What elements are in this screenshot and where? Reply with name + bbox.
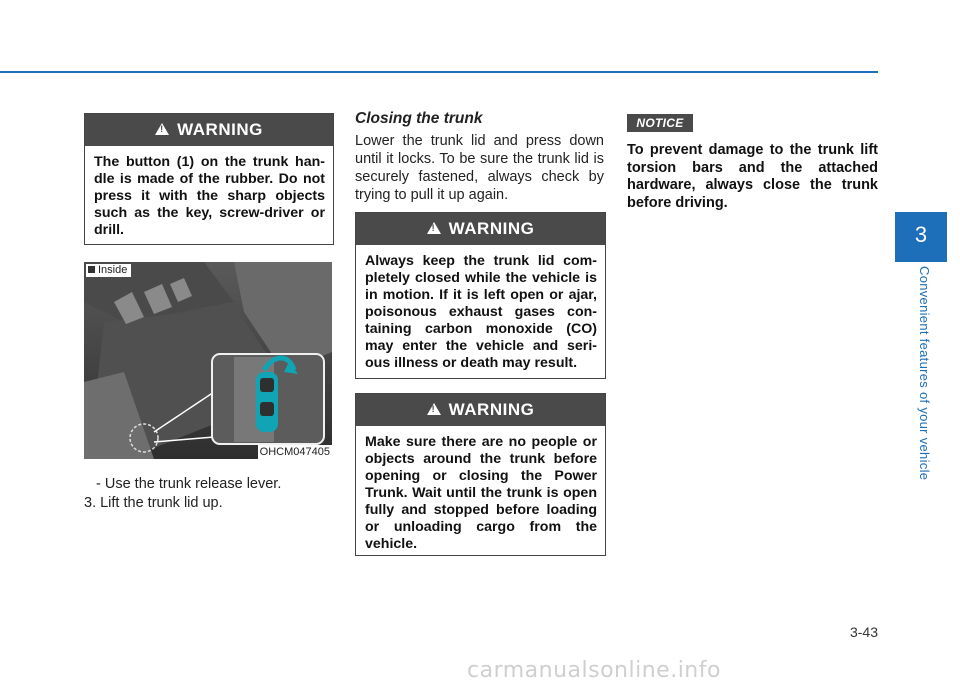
warning-header	[85, 114, 333, 146]
closing-paragraph: Lower the trunk lid and press down until it locks. To be sure the trunk lid is securely fastened, always check by trying to pull it up again.	[355, 133, 604, 203]
warning-box-trunk-closed	[355, 212, 606, 379]
warning-triangle-icon	[155, 123, 169, 135]
chapter-title: Convenient features of your vehicle	[917, 266, 932, 481]
warning-title: WARNING	[448, 400, 535, 419]
warning-title: WARNING	[177, 120, 263, 139]
warning-box-power-trunk	[355, 393, 606, 556]
warning-header	[356, 394, 605, 426]
warning-triangle-icon	[427, 403, 441, 415]
step-3-instruction: 3. Lift the trunk lid up.	[84, 495, 223, 511]
watermark: carmanualsonline.info	[467, 658, 721, 683]
car-interior-illustration	[84, 262, 332, 459]
warning-text: Always keep the trunk lid com-pletely closed while the vehicle is in motion. If it is left open or ajar, poisonous exhaust gases con-taining carbon monoxide (CO) may enter the vehicle and seri-ous illness or death may result.	[365, 253, 597, 371]
chapter-tab	[895, 212, 947, 262]
chapter-number: 3	[914, 222, 928, 247]
warning-header	[356, 213, 605, 245]
warning-triangle-icon	[427, 222, 441, 234]
section-title: Closing the trunk	[355, 110, 483, 127]
trunk-release-lever-figure	[84, 262, 332, 459]
square-bullet-icon	[88, 266, 95, 273]
warning-text: Make sure there are no people or objects around the trunk before opening or closing the Power Trunk. Wait until the trunk is open fully and stopped before loading or unloading cargo from the vehicle.	[365, 434, 597, 552]
notice-text: To prevent damage to the trunk lift torsion bars and the attached hardware, always close the trunk before driving.	[627, 142, 878, 211]
step-sub-instruction: - Use the trunk release lever.	[96, 476, 282, 492]
figure-code: OHCM047405	[259, 446, 330, 458]
warning-text: The button (1) on the trunk han-dle is made of the rubber. Do not press it with the sharp objects such as the key, screw-driver or drill.	[94, 154, 325, 238]
page-number: 3-43	[849, 624, 878, 640]
warning-box-button	[84, 113, 334, 245]
notice-badge: NOTICE	[627, 114, 693, 132]
figure-label: Inside	[86, 264, 131, 277]
header-rule	[0, 71, 878, 73]
warning-title: WARNING	[448, 219, 535, 238]
